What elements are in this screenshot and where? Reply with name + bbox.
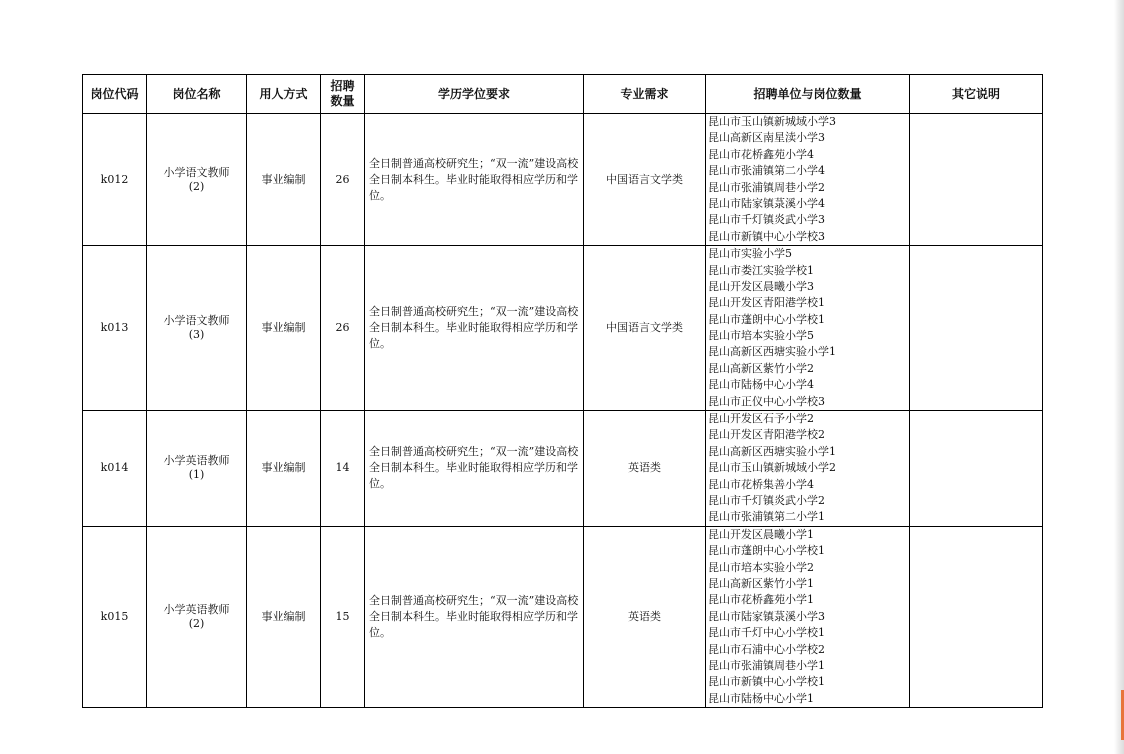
cell-major: 英语类 [584, 526, 706, 707]
cell-major: 中国语言文学类 [584, 246, 706, 411]
cell-units [706, 526, 910, 707]
cell-method: 事业编制 [247, 526, 321, 707]
unit-line: 昆山市石浦中心小学校2 [708, 642, 825, 656]
unit-line: 昆山市千灯镇炎武小学3 [708, 213, 825, 227]
cell-method: 事业编制 [247, 411, 321, 527]
unit-line: 昆山市张浦镇周巷小学1 [708, 658, 825, 672]
cell-method: 事业编制 [247, 114, 321, 246]
header-method: 用人方式 [247, 75, 321, 114]
table-row [83, 114, 1043, 246]
cell-name [147, 246, 247, 411]
unit-line: 昆山市实验小学5 [708, 247, 792, 261]
unit-line: 昆山市新镇中心小学校1 [708, 675, 825, 689]
cell-code: k015 [83, 526, 147, 707]
cell-edu: 全日制普通高校研究生；“双一流”建设高校全日制本科生。毕业时能取得相应学历和学位。 [365, 526, 584, 707]
header-name: 岗位名称 [147, 75, 247, 114]
cell-name-line2: (3) [188, 328, 205, 342]
unit-line: 昆山市花桥集善小学4 [708, 477, 814, 491]
unit-line: 昆山市娄江实验学校1 [708, 263, 814, 277]
cell-code: k014 [83, 411, 147, 527]
unit-line: 昆山开发区青阳港学校2 [708, 428, 825, 442]
unit-line: 昆山市千灯镇炎武小学2 [708, 493, 825, 507]
cell-units [706, 411, 910, 527]
header-row [83, 75, 1043, 114]
unit-line: 昆山市培本实验小学2 [708, 560, 814, 574]
cell-units [706, 114, 910, 246]
cell-edu: 全日制普通高校研究生；“双一流”建设高校全日制本科生。毕业时能取得相应学历和学位。 [365, 246, 584, 411]
header-units: 招聘单位与岗位数量 [706, 75, 910, 114]
unit-line: 昆山市陆家镇菉溪小学4 [708, 196, 825, 210]
cell-notes [910, 114, 1043, 246]
unit-line: 昆山开发区石予小学2 [708, 412, 814, 426]
cell-count: 15 [321, 526, 365, 707]
table-row [83, 411, 1043, 527]
cell-major: 中国语言文学类 [584, 114, 706, 246]
unit-line: 昆山市新镇中心小学校3 [708, 229, 825, 243]
cell-name [147, 411, 247, 527]
cell-name-line1: 小学语文教师 [163, 314, 230, 328]
unit-line: 昆山市培本实验小学5 [708, 329, 814, 343]
cell-name-line1: 小学英语教师 [163, 602, 230, 616]
header-notes: 其它说明 [910, 75, 1043, 114]
cell-name [147, 526, 247, 707]
unit-line: 昆山市花桥鑫苑小学1 [708, 593, 814, 607]
cell-edu: 全日制普通高校研究生；“双一流”建设高校全日制本科生。毕业时能取得相应学历和学位。 [365, 411, 584, 527]
unit-line: 昆山高新区西塘实验小学1 [708, 345, 836, 359]
cell-name-line2: (2) [188, 616, 205, 630]
unit-line: 昆山市千灯中心小学校1 [708, 626, 825, 640]
unit-line: 昆山市张浦镇周巷小学2 [708, 180, 825, 194]
recruitment-table [82, 74, 1043, 708]
header-count [321, 75, 365, 114]
unit-line: 昆山市陆杨中心小学4 [708, 378, 814, 392]
page-right-edge [1114, 0, 1124, 754]
unit-line: 昆山市张浦镇第二小学1 [708, 510, 825, 524]
header-code: 岗位代码 [83, 75, 147, 114]
header-edu: 学历学位要求 [365, 75, 584, 114]
header-count-line2: 数量 [330, 94, 355, 108]
unit-line: 昆山市陆杨中心小学1 [708, 691, 814, 705]
cell-count: 14 [321, 411, 365, 527]
unit-line: 昆山高新区西塘实验小学1 [708, 444, 836, 458]
cell-count: 26 [321, 246, 365, 411]
unit-line: 昆山市正仪中心小学校3 [708, 394, 825, 408]
table-row [83, 526, 1043, 707]
cell-name-line2: (2) [188, 179, 205, 193]
cell-major: 英语类 [584, 411, 706, 527]
cell-notes [910, 526, 1043, 707]
unit-line: 昆山高新区紫竹小学1 [708, 576, 814, 590]
cell-units [706, 246, 910, 411]
cell-name [147, 114, 247, 246]
unit-line: 昆山市张浦镇第二小学4 [708, 164, 825, 178]
cell-notes [910, 411, 1043, 527]
unit-line: 昆山开发区晨曦小学1 [708, 527, 814, 541]
header-count-line1: 招聘 [330, 79, 355, 93]
unit-line: 昆山市玉山镇新城域小学3 [708, 115, 836, 128]
cell-edu: 全日制普通高校研究生；“双一流”建设高校全日制本科生。毕业时能取得相应学历和学位。 [365, 114, 584, 246]
unit-line: 昆山市花桥鑫苑小学4 [708, 147, 814, 161]
cell-code: k012 [83, 114, 147, 246]
cell-notes [910, 246, 1043, 411]
unit-line: 昆山市蓬朗中心小学校1 [708, 544, 825, 558]
cell-name-line1: 小学英语教师 [163, 454, 230, 468]
cell-name-line1: 小学语文教师 [163, 165, 230, 179]
cell-code: k013 [83, 246, 147, 411]
unit-line: 昆山市陆家镇菉溪小学3 [708, 609, 825, 623]
unit-line: 昆山市玉山镇新城域小学2 [708, 461, 836, 475]
table-row [83, 246, 1043, 411]
cell-method: 事业编制 [247, 246, 321, 411]
cell-name-line2: (1) [188, 468, 205, 482]
unit-line: 昆山开发区青阳港学校1 [708, 296, 825, 310]
unit-line: 昆山市蓬朗中心小学校1 [708, 312, 825, 326]
cell-count: 26 [321, 114, 365, 246]
unit-line: 昆山开发区晨曦小学3 [708, 279, 814, 293]
header-major: 专业需求 [584, 75, 706, 114]
unit-line: 昆山高新区南星渎小学3 [708, 131, 825, 145]
unit-line: 昆山高新区紫竹小学2 [708, 361, 814, 375]
